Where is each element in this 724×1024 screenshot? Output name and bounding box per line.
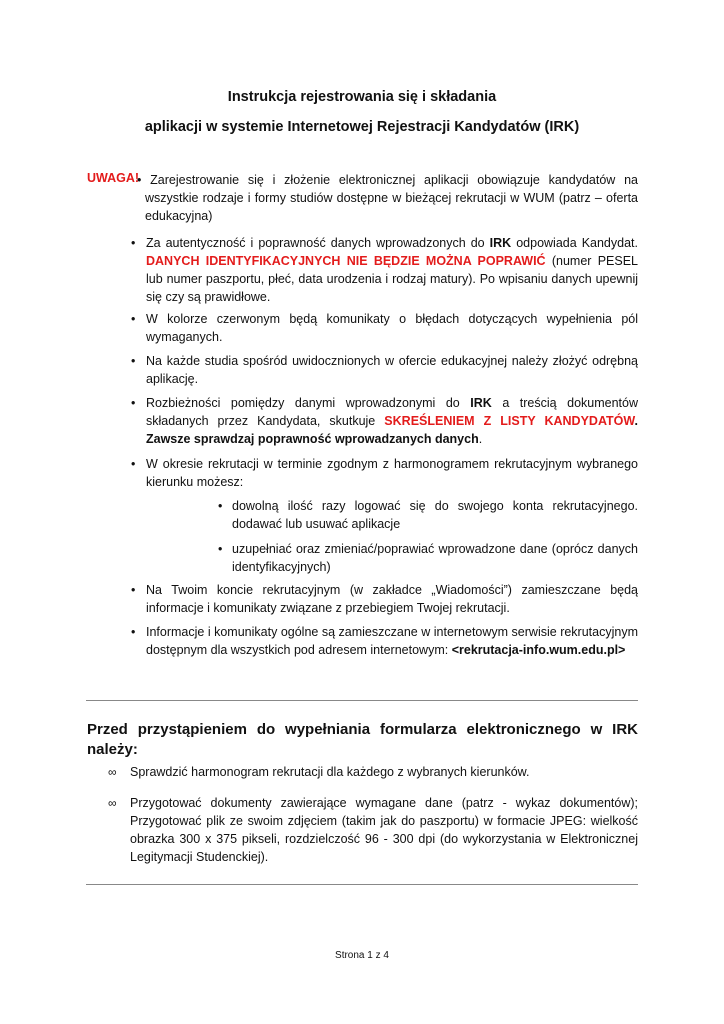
list-item-documents xyxy=(108,794,638,866)
bullet-separate-application xyxy=(131,352,638,388)
doc-title-line2: aplikacji w systemie Internetowej Rejestracji Kandydatów (IRK) xyxy=(144,119,580,135)
bullet-dot: • xyxy=(131,625,136,639)
bullet-text: uzupełniać oraz zmieniać/poprawiać wprowadzone dane (oprócz danych identyfikacyjnych) xyxy=(232,542,638,574)
bullet-dot: • xyxy=(131,236,136,250)
bullet-red-messages xyxy=(131,310,638,346)
bullet-dot: • xyxy=(131,583,136,597)
bullet-dot: • xyxy=(131,396,136,410)
bullet-recruitment-period xyxy=(131,455,638,491)
divider xyxy=(86,884,638,885)
bullet-general-info xyxy=(131,623,638,659)
bullet-text: . xyxy=(478,432,483,446)
irk-label: IRK xyxy=(489,236,512,250)
bullet-text: Na Twoim koncie rekrutacyjnym (w zakładce „Wiadomości”) zamieszczane będą informacje i komunikaty związane z przebiegiem Twojej rekrutacji. xyxy=(146,583,638,615)
page-number: Strona 1 z 4 xyxy=(335,950,389,961)
warning-text: DANYCH IDENTYFIKACYJNYCH NIE BĘDZIE MOŻNA POPRAWIĆ xyxy=(146,254,546,268)
bullet-text: W kolorze czerwonym będą komunikaty o błędach dotyczących wypełnienia pól wymaganych. xyxy=(146,312,638,344)
irk-label: IRK xyxy=(470,396,492,410)
warning-text: SKREŚLENIEM Z LISTY KANDYDATÓW xyxy=(384,414,635,428)
doc-title-line1: Instrukcja rejestrowania się i składania xyxy=(227,89,497,105)
infinity-bullet-icon: ∞ xyxy=(108,765,117,779)
bullet-text: (numer PESEL lub numer paszportu, płeć, data urodzenia i rodzaj matury). Po wpisaniu danych upewnij się czy są prawidłowe. xyxy=(146,254,639,304)
bullet-messages-tab xyxy=(131,581,638,617)
uwaga-label: UWAGA! xyxy=(87,171,140,185)
bullet-discrepancies xyxy=(131,394,638,448)
subbullet-edit-data xyxy=(218,540,638,576)
bullet-text: dowolną ilość razy logować się do swojego konta rekrutacyjnego. dodawać lub usuwać aplikacje xyxy=(232,499,638,531)
bullet-text: Za autentyczność i poprawność danych wprowadzonych do xyxy=(146,236,490,250)
list-item-text: Sprawdzić harmonogram rekrutacji dla każdego z wybranych kierunków. xyxy=(130,765,530,779)
bullet-dot: • xyxy=(131,354,136,368)
bullet-text: Informacje i komunikaty ogólne są zamieszczane w internetowym serwisie rekrutacyjnym dostępnym dla wszystkich pod adresem internetowym: xyxy=(146,625,638,657)
subbullet-login xyxy=(218,497,638,533)
info-url: <rekrutacja-info.wum.edu.pl> xyxy=(451,643,626,657)
bullet-text: W okresie rekrutacji w terminie zgodnym z harmonogramem rekrutacyjnym wybranego kierunku możesz: xyxy=(146,457,638,489)
bullet-text: a treścią dokumentów składanych przez Kandydata, skutkuje xyxy=(146,396,638,428)
bullet-authenticity xyxy=(131,234,639,306)
bullet-text: Na każde studia spośród uwidocznionych w ofercie edukacyjnej należy złożyć odrębną aplikację. xyxy=(146,354,638,386)
divider xyxy=(86,700,638,701)
bullet-dot: • xyxy=(218,542,223,556)
infinity-bullet-icon: ∞ xyxy=(108,796,117,810)
bold-text: . Zawsze sprawdzaj poprawność wprowadzanych danych xyxy=(146,414,638,446)
bullet-dot: • xyxy=(218,499,223,513)
list-item-text: Przygotować dokumenty zawierające wymagane dane (patrz - wykaz dokumentów); Przygotować plik ze swoim zdjęciem (takim jak do paszportu) w formacie JPEG: wielkość obrazka 300 x 375 pikseli, rozdzielczość 96 - 300 dpi (do wykorzystania w Elektronicznej Legitymacji Studenckiej). xyxy=(130,796,638,864)
uwaga-text: • Zarejestrowanie się i złożenie elektronicznej aplikacji obowiązuje kandydatów na wszystkie rodzaje i formy studiów dostępne w bieżącej rekrutacji w WUM (patrz – oferta edukacyjna) xyxy=(137,173,638,223)
section-heading: Przed przystąpieniem do wypełniania formularza elektronicznego w IRK należy: xyxy=(87,721,638,758)
bullet-dot: • xyxy=(131,312,136,326)
list-item-schedule xyxy=(108,763,638,781)
bullet-dot: • xyxy=(131,457,136,471)
bullet-text: odpowiada Kandydat. xyxy=(511,236,638,250)
bullet-text: Rozbieżności pomiędzy danymi wprowadzonymi do xyxy=(146,396,471,410)
